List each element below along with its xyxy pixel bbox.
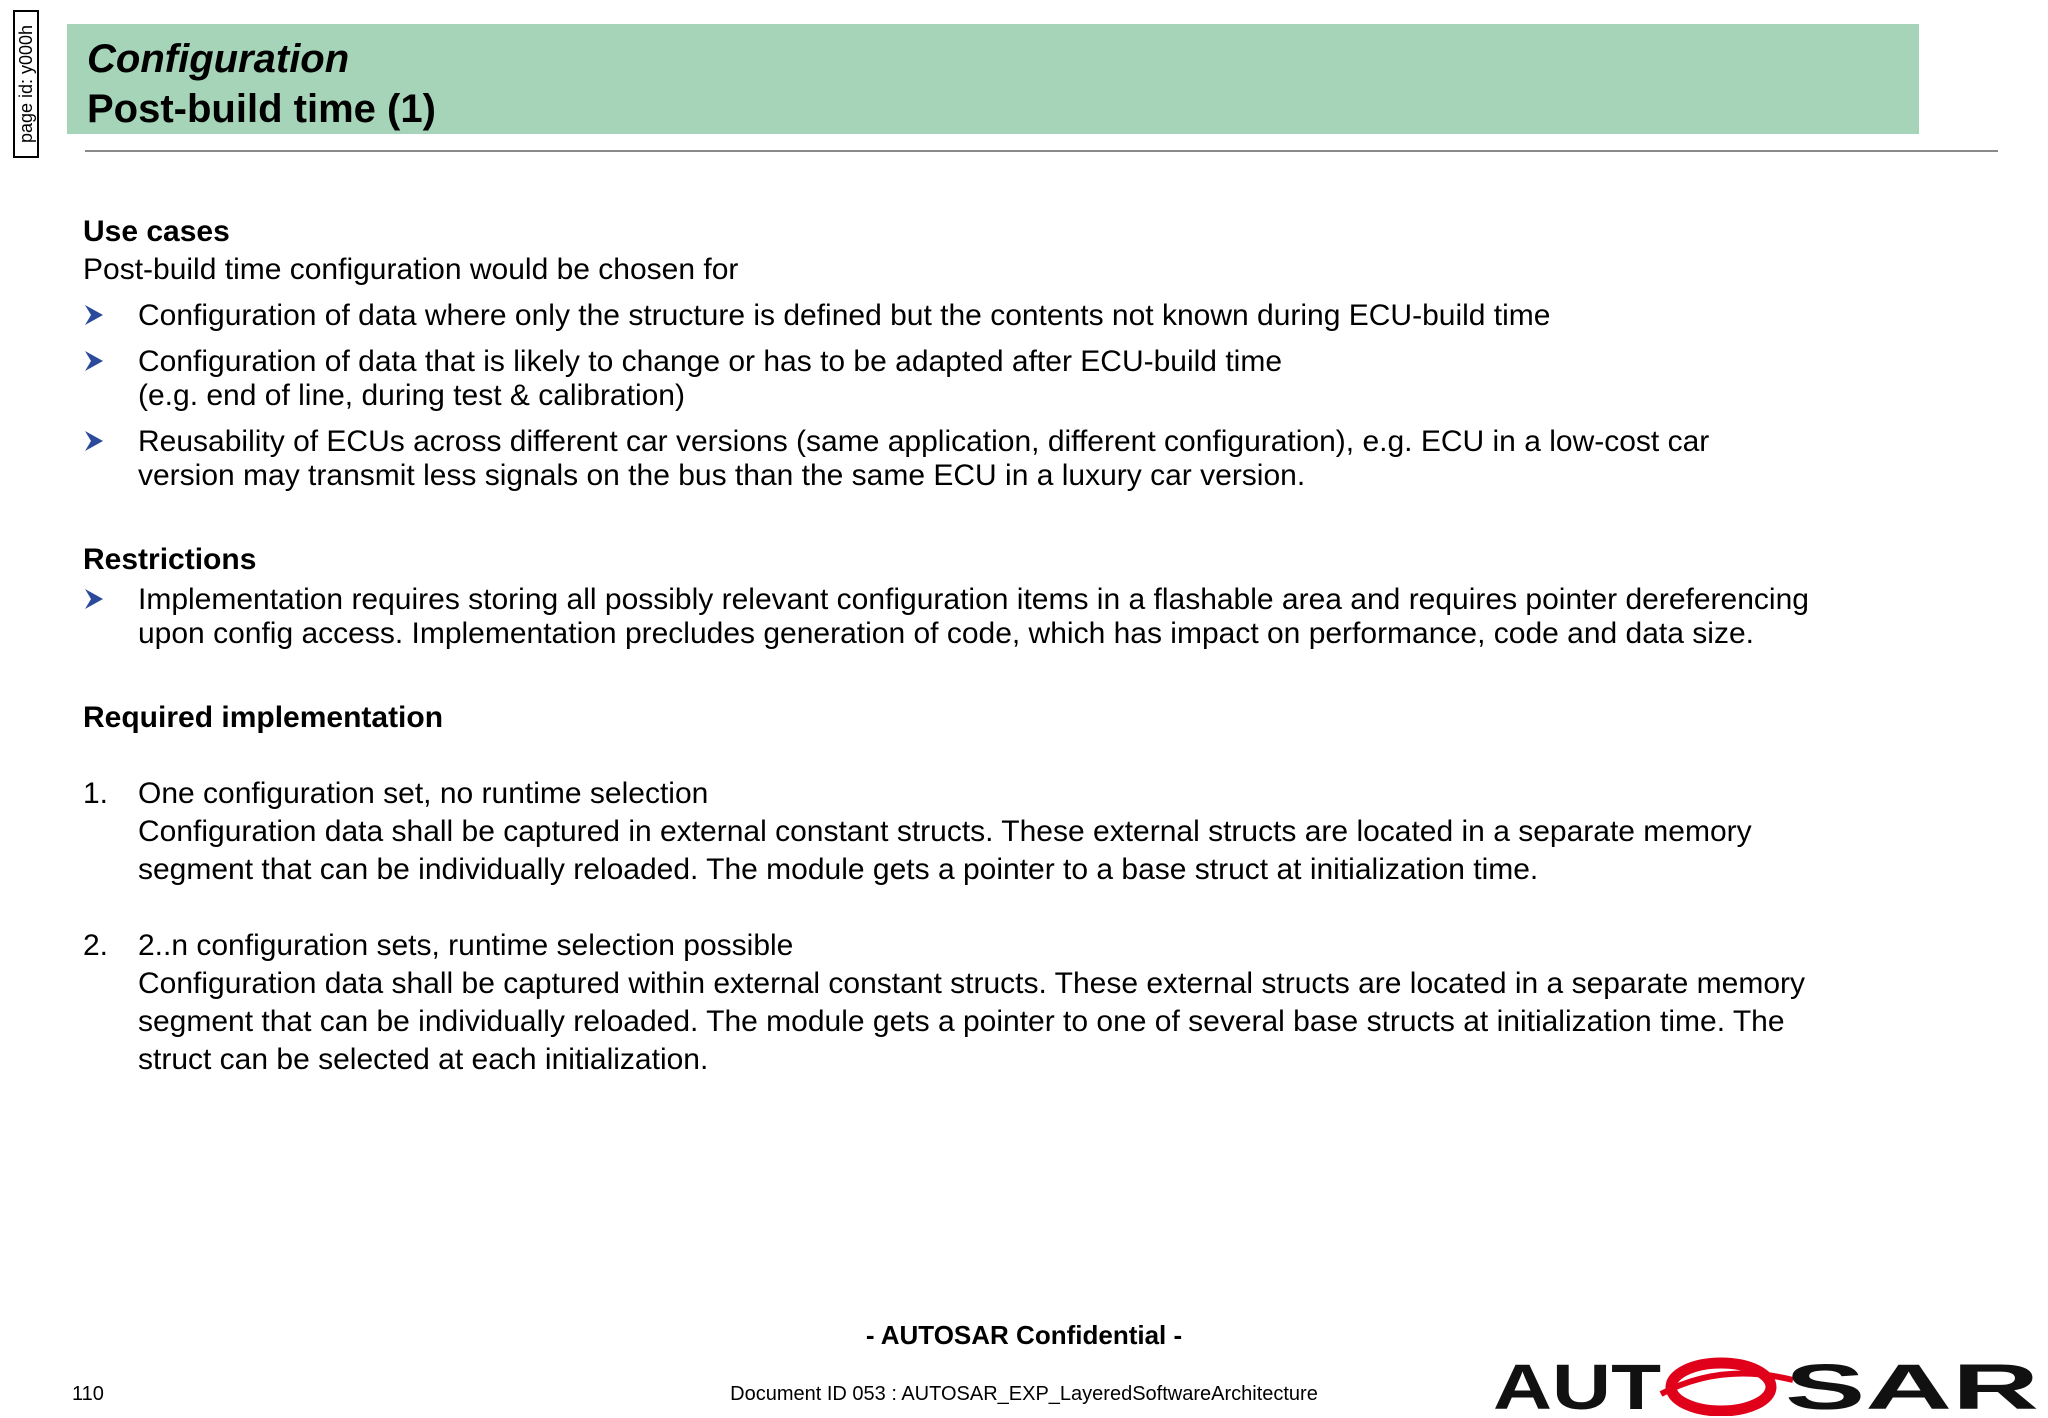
page-title: Post-build time (1) — [87, 87, 436, 131]
bullet-line: Reusability of ECUs across different car versions (same application, different configuration), e.g. ECU in a low-cost car — [138, 425, 1710, 458]
required-implementation-heading: Required implementation — [83, 701, 444, 734]
item-line: Configuration data shall be captured within external constant structs. These external structs are located in a separate memory — [138, 967, 1805, 1000]
bullet-line: (e.g. end of line, during test & calibration) — [138, 379, 685, 412]
arrow-bullet-icon — [83, 587, 105, 611]
restrictions-heading: Restrictions — [83, 543, 257, 576]
bullet-line: version may transmit less signals on the bus than the same ECU in a luxury car version. — [138, 459, 1306, 492]
title-banner — [67, 24, 1919, 134]
slide-body — [83, 213, 1943, 1079]
page-id-label — [13, 10, 39, 158]
arrow-bullet-icon — [83, 303, 105, 327]
use-case-bullet — [83, 343, 1943, 415]
page-id-text: page id: y000h — [16, 24, 37, 144]
svg-text:AUT: AUT — [1493, 1354, 1661, 1416]
implementation-item — [83, 775, 1943, 889]
bullet-line: upon config access. Implementation precludes generation of code, which has impact on performance, code and data size. — [138, 617, 1754, 650]
item-line: struct can be selected at each initialization. — [138, 1043, 709, 1076]
implementation-item — [83, 927, 1943, 1079]
item-line: segment that can be individually reloaded. The module gets a pointer to one of several base structs at initialization time. The — [138, 1005, 1785, 1038]
item-line: Configuration data shall be captured in external constant structs. These external structs are located in a separate memory — [138, 815, 1752, 848]
use-cases-heading: Use cases — [83, 215, 230, 248]
use-case-bullet — [83, 423, 1943, 495]
svg-text:SAR: SAR — [1785, 1354, 2039, 1416]
autosar-logo — [1493, 1354, 2041, 1416]
item-title: 2..n configuration sets, runtime selection possible — [138, 929, 794, 962]
use-cases-intro: Post-build time configuration would be chosen for — [83, 253, 739, 286]
bullet-line: Configuration of data where only the structure is defined but the contents not known during ECU-build time — [138, 299, 1551, 332]
title-divider — [85, 150, 1998, 152]
bullet-line: Configuration of data that is likely to change or has to be adapted after ECU-build time — [138, 345, 1282, 378]
confidential-notice: - AUTOSAR Confidential - — [865, 1320, 1183, 1350]
item-number: 1. — [83, 777, 109, 810]
restriction-bullet — [83, 581, 1943, 653]
page-number: 110 — [72, 1383, 104, 1405]
use-case-bullet — [83, 297, 1943, 335]
arrow-bullet-icon — [83, 349, 105, 373]
item-number: 2. — [83, 929, 109, 962]
arrow-bullet-icon — [83, 429, 105, 453]
document-id: Document ID 053 : AUTOSAR_EXP_LayeredSoftwareArchitecture — [730, 1383, 1318, 1405]
item-title: One configuration set, no runtime selection — [138, 777, 709, 810]
title-line-1: Configuration — [87, 37, 350, 81]
item-line: segment that can be individually reloaded. The module gets a pointer to a base struct at initialization time. — [138, 853, 1539, 886]
bullet-line: Implementation requires storing all possibly relevant configuration items in a flashable area and requires pointer dereferencing — [138, 583, 1809, 616]
